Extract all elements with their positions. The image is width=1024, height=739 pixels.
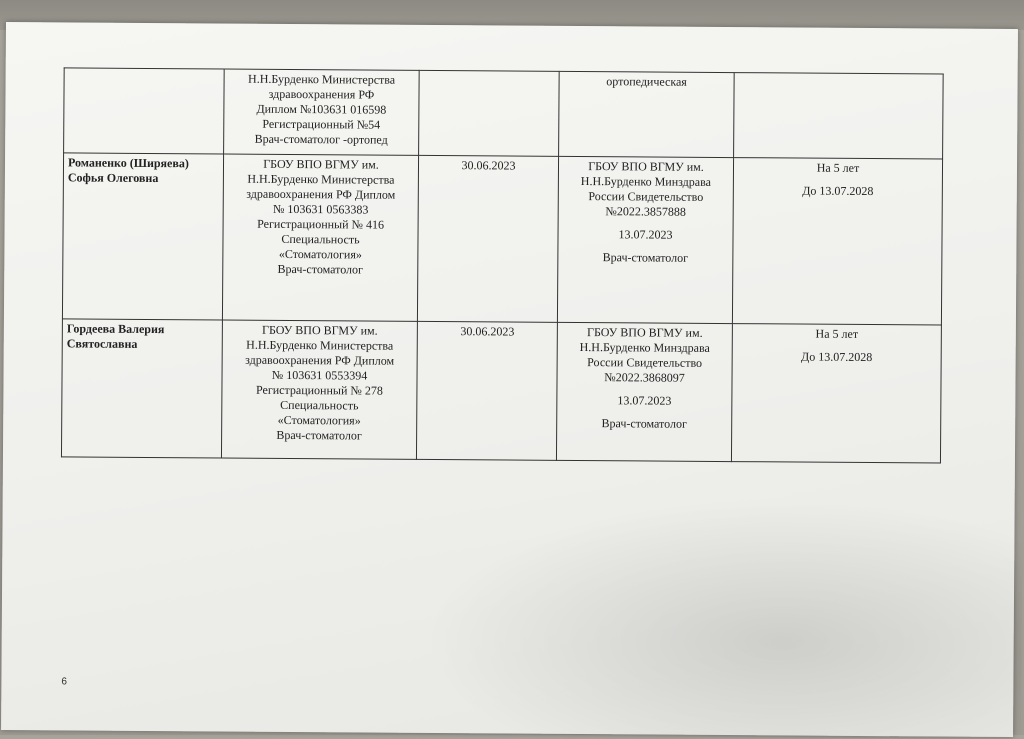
name-cell bbox=[62, 153, 223, 320]
date-cell bbox=[416, 321, 557, 460]
certificate-date: 13.07.2023 bbox=[618, 227, 673, 242]
education-line: № 103631 0553394 bbox=[271, 367, 368, 383]
education-line: Врач-стоматолог -ортопед bbox=[254, 131, 388, 147]
education-line: ГБОУ ВПО ВГМУ им. bbox=[262, 322, 378, 338]
name-cell bbox=[64, 68, 225, 154]
diploma-date: 30.06.2023 bbox=[461, 158, 516, 173]
validity-cell bbox=[732, 158, 942, 325]
validity-cell bbox=[731, 324, 941, 463]
table-row bbox=[61, 319, 941, 463]
document-page bbox=[1, 22, 1018, 737]
certificate-line: ортопедическая bbox=[606, 74, 687, 89]
education-line: здравоохранения РФ bbox=[268, 86, 375, 102]
validity-period: На 5 лет bbox=[815, 326, 859, 341]
certificate-line: №2022.3868097 bbox=[604, 370, 685, 385]
education-line: Специальность bbox=[280, 397, 359, 413]
education-line: Врач-стоматолог bbox=[277, 261, 364, 277]
table-row bbox=[64, 68, 944, 159]
education-line: здравоохранения РФ Диплом bbox=[246, 186, 396, 202]
validity-end-date: До 13.07.2028 bbox=[801, 349, 873, 365]
education-line: Врач-стоматолог bbox=[276, 427, 362, 443]
education-cell bbox=[222, 154, 418, 321]
certificate-line: России Свидетельство bbox=[588, 189, 704, 204]
certificate-line: Н.Н.Бурденко Минздрава bbox=[580, 174, 712, 189]
staff-table bbox=[61, 67, 944, 463]
certificate-line: ГБОУ ВПО ВГМУ им. bbox=[587, 325, 703, 340]
education-line: Регистрационный № 416 bbox=[257, 216, 385, 232]
diploma-date: 30.06.2023 bbox=[460, 324, 515, 339]
certificate-title: Врач-стоматолог bbox=[602, 250, 689, 265]
certificate-title: Врач-стоматолог bbox=[601, 416, 687, 431]
certificate-cell bbox=[557, 156, 733, 323]
education-line: Диплом №103631 016598 bbox=[256, 101, 387, 117]
table-row bbox=[62, 153, 942, 325]
education-cell bbox=[224, 69, 420, 155]
education-line: ГБОУ ВПО ВГМУ им. bbox=[263, 156, 379, 172]
validity-cell bbox=[734, 73, 944, 159]
education-cell bbox=[221, 320, 417, 459]
certificate-line: России Свидетельство bbox=[587, 355, 703, 370]
education-line: Специальность bbox=[281, 231, 360, 247]
certificate-date: 13.07.2023 bbox=[617, 393, 672, 408]
education-line: № 103631 0563383 bbox=[272, 201, 369, 217]
education-line: Регистрационный № 278 bbox=[255, 382, 383, 398]
certificate-cell bbox=[559, 71, 735, 157]
photo-shadow bbox=[421, 495, 1023, 739]
date-cell bbox=[419, 70, 560, 156]
education-line: Н.Н.Бурденко Министерства bbox=[247, 171, 395, 187]
certificate-line: №2022.3857888 bbox=[605, 204, 686, 219]
person-name: Романенко (Ширяева) Софья Олеговна bbox=[67, 155, 189, 186]
validity-end-date: До 13.07.2028 bbox=[802, 183, 874, 199]
certificate-cell bbox=[556, 322, 732, 461]
education-line: здравоохранения РФ Диплом bbox=[245, 352, 395, 368]
name-cell bbox=[61, 319, 222, 458]
education-line: Регистрационный №54 bbox=[262, 116, 381, 132]
person-name: Гордеева Валерия Святославна bbox=[66, 321, 165, 351]
education-line: Н.Н.Бурденко Министерства bbox=[246, 337, 394, 353]
certificate-line: Н.Н.Бурденко Минздрава bbox=[579, 340, 710, 355]
validity-period: На 5 лет bbox=[816, 160, 860, 175]
date-cell bbox=[417, 155, 558, 322]
page-number: 6 bbox=[61, 676, 67, 688]
education-line: Н.Н.Бурденко Министерства bbox=[248, 71, 396, 87]
education-line: «Стоматология» bbox=[278, 246, 362, 262]
education-line: «Стоматология» bbox=[277, 412, 361, 428]
certificate-line: ГБОУ ВПО ВГМУ им. bbox=[588, 159, 704, 174]
